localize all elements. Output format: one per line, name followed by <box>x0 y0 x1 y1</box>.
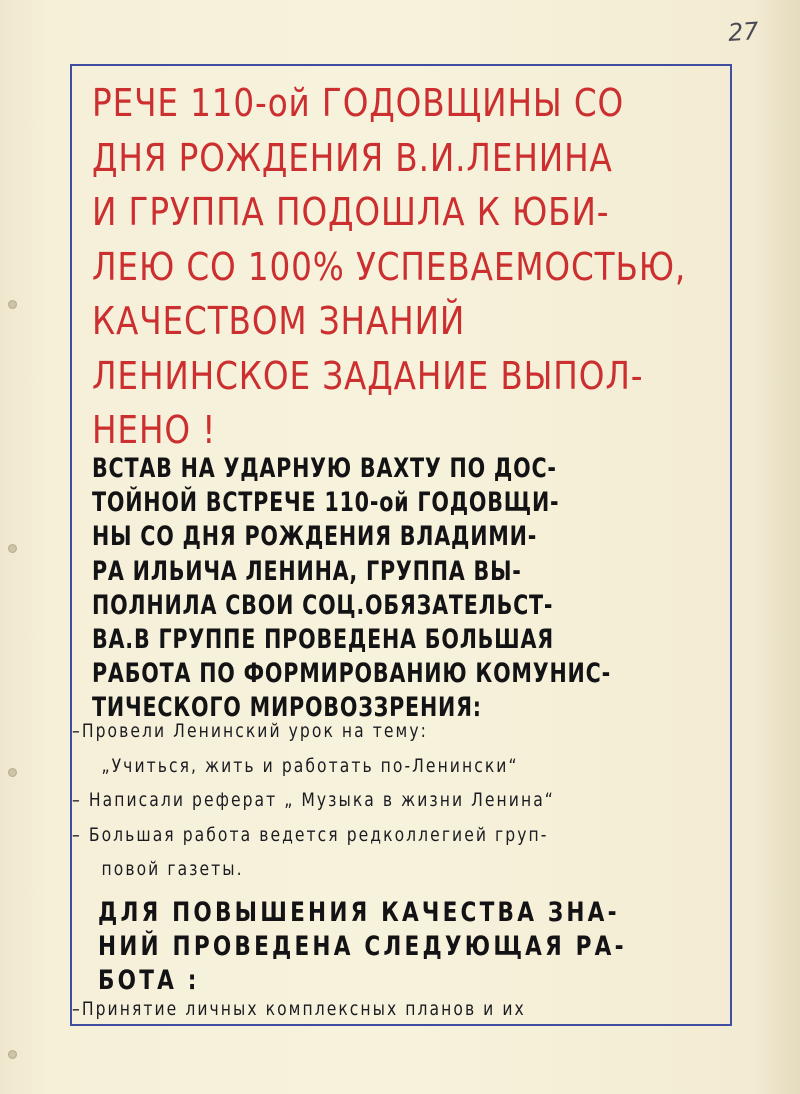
subheading-line: ДЛЯ ПОВЫШЕНИЯ КАЧЕСТВА ЗНА- <box>98 897 620 928</box>
paragraph-line: ТОЙНОЙ ВСТРЕЧЕ 110-ой ГОДОВЩИ- <box>92 487 560 519</box>
list-item-continuation: „Учиться, жить и работать по-Ленински“ <box>101 754 519 777</box>
headline-line: КАЧЕСТВОМ ЗНАНИЙ <box>92 299 466 343</box>
activity-list <box>72 714 555 887</box>
list-item: – Написали реферат „ Музыка в жизни Ленина“ <box>72 789 555 811</box>
punch-hole <box>8 768 17 777</box>
headline-line: НЕНО ! <box>92 408 217 452</box>
section-subheading <box>98 896 627 998</box>
paragraph-line: НЫ СО ДНЯ РОЖДЕНИЯ ВЛАДИМИ- <box>92 521 538 553</box>
paragraph-line: ПОЛНИЛА СВОИ СОЦ.ОБЯЗАТЕЛЬСТ- <box>92 589 554 621</box>
punch-hole <box>8 544 17 553</box>
paragraph-line: РАБОТА ПО ФОРМИРОВАНИЮ КОМУНИС- <box>92 658 611 690</box>
punch-hole <box>8 300 17 309</box>
headline-line: И ГРУППА ПОДОШЛА К ЮБИ- <box>92 190 610 234</box>
headline-line: РЕЧЕ 110-ой ГОДОВЩИНЫ СО <box>92 81 625 125</box>
list-item: –Провели Ленинский урок на тему: <box>72 720 428 742</box>
page-number: 27 <box>727 16 760 48</box>
list-item: –Принятие личных комплексных планов и их <box>72 998 526 1020</box>
paragraph-line: ВА.В ГРУППЕ ПРОВЕДЕНА БОЛЬШАЯ <box>92 623 554 655</box>
main-paragraph <box>92 452 611 726</box>
paragraph-line: ВСТАВ НА УДАРНУЮ ВАХТУ ПО ДОС- <box>92 453 557 484</box>
headline-red <box>92 76 687 458</box>
list-item-continuation: повой газеты. <box>101 858 244 880</box>
subheading-line: БОТА : <box>98 965 200 996</box>
paragraph-line: ТИЧЕСКОГО МИРОВОЗЗРЕНИЯ: <box>92 692 482 724</box>
headline-line: ЛЕНИНСКОЕ ЗАДАНИЕ ВЫПОЛ- <box>92 353 644 398</box>
punch-hole <box>8 1050 17 1059</box>
list-item: – Большая работа ведется редколлегией груп- <box>72 823 549 846</box>
headline-line: ЛЕЮ СО 100% УСПЕВАЕМОСТЬЮ, <box>92 244 687 289</box>
paragraph-line: РА ИЛЬИЧА ЛЕНИНА, ГРУППА ВЫ- <box>92 555 522 587</box>
headline-line: ДНЯ РОЖДЕНИЯ В.И.ЛЕНИНА <box>92 135 613 180</box>
subheading-line: НИЙ ПРОВЕДЕНА СЛЕДУЮЩАЯ РА- <box>98 931 627 962</box>
